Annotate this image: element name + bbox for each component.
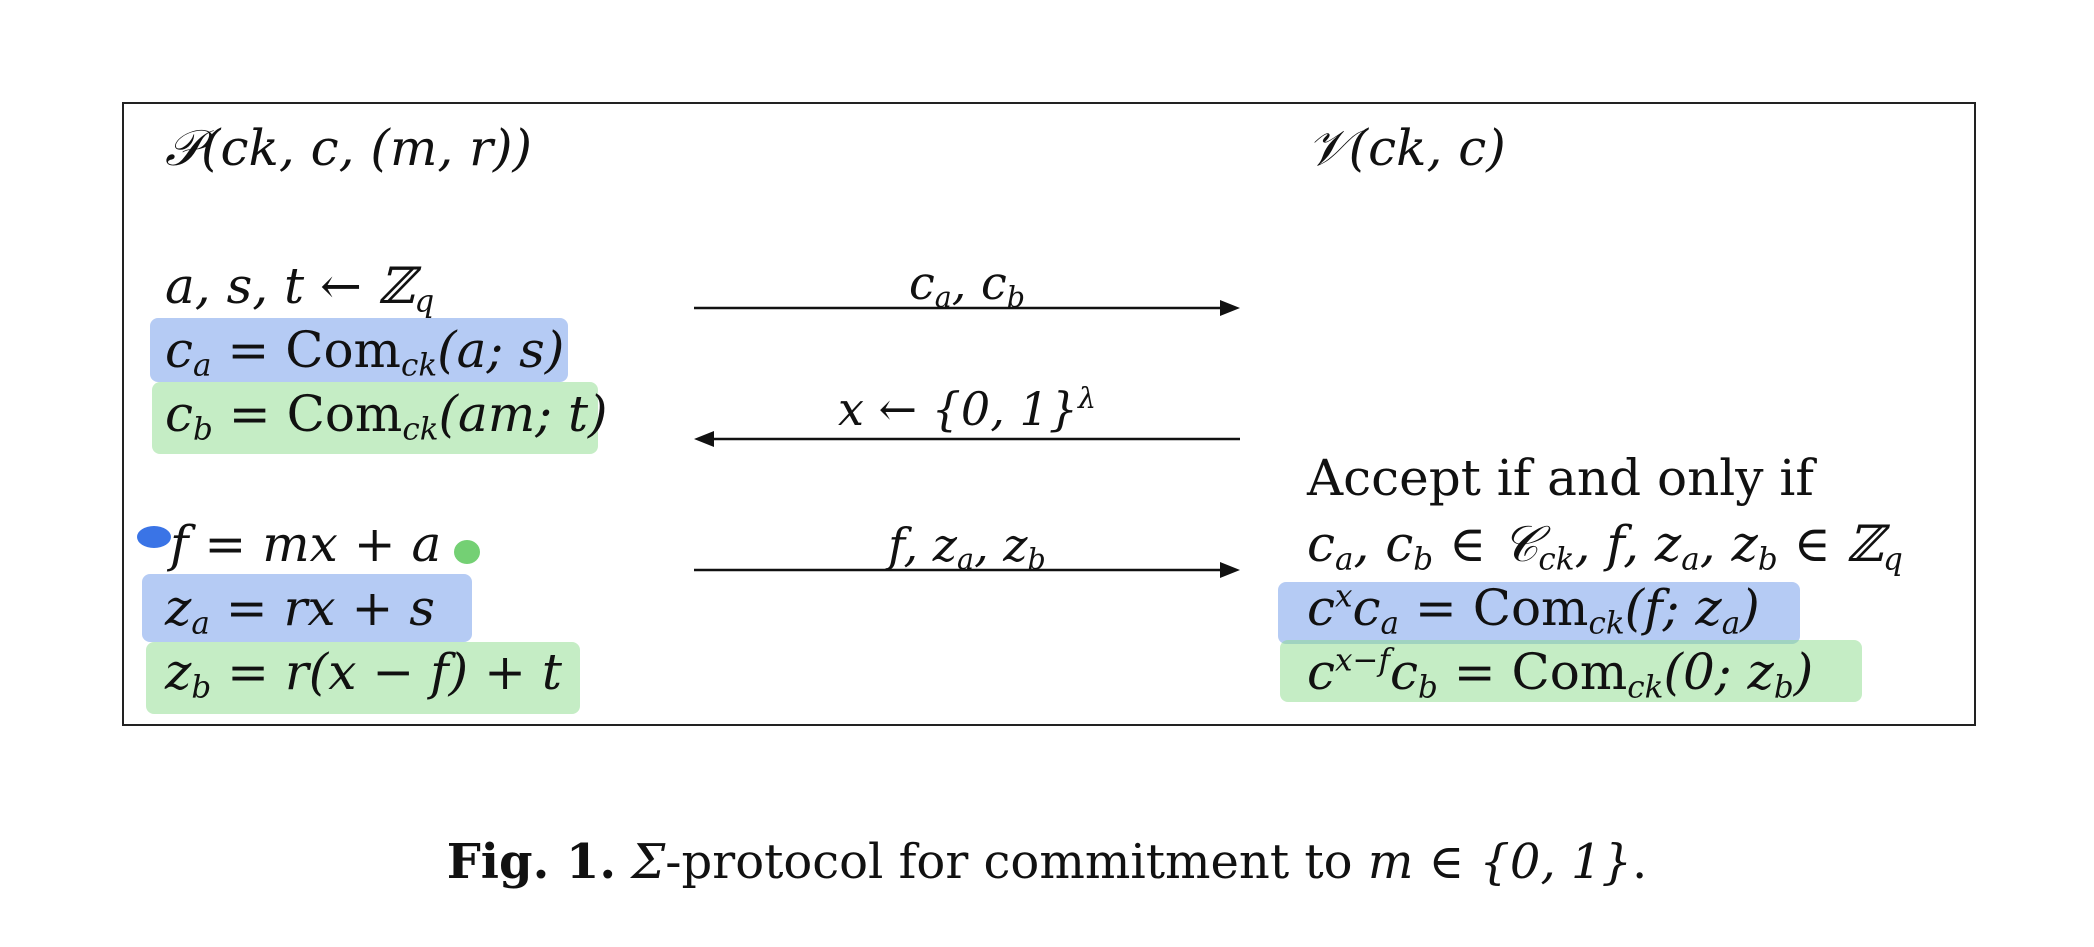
verifier-header: 𝒱(ck, c) — [1307, 119, 1506, 177]
caption-label: Fig. 1. — [446, 834, 617, 890]
figure-caption — [0, 832, 2094, 892]
caption-symbol: Σ — [631, 834, 666, 890]
prover-f-line: f = mx + a — [170, 515, 442, 573]
message-3-arrow — [694, 562, 1240, 578]
message-2-label: x ← {0, 1}$^\lambda$ — [837, 381, 1097, 436]
verifier-accept-text: Accept if and only if — [1307, 449, 1814, 507]
prover-zb-line: $z_b = r(x - f) + t$ — [165, 643, 562, 706]
message-1-arrow — [694, 300, 1240, 316]
message-3-label: f, $z_a$, $z_b$ — [888, 518, 1046, 576]
prover-cb-line: $c_b = Com_{ck}(am$; t) — [165, 385, 608, 448]
verifier-membership-line: $c_a$, $c_b$ ∈ 𝒞$_{ck}$, f, $z_a$, $z_b$ ∈ ℤ$_q$ — [1307, 515, 1903, 578]
prover-ca-line: $c_a = Com_{ck}(a$; s) — [165, 321, 565, 384]
prover-za-line: $z_a$ = rx + s — [165, 579, 435, 642]
caption-end: . — [1632, 834, 1648, 890]
prover-sample-line: a, s, t ← ℤ$_q$ — [165, 257, 435, 320]
prover-header: 𝒫(ck, c, (m, r)) — [165, 119, 533, 177]
verifier-check2-line: $c^{x-f}c_b = Com_{ck}(0$; $z_b$) — [1307, 642, 1814, 706]
message-1-label: $c_a$, $c_b$ — [908, 256, 1026, 314]
caption-math: m ∈ {0, 1} — [1367, 834, 1633, 890]
message-2-arrow — [694, 431, 1240, 447]
verifier-check1-line: $c^xc_a = Com_{ck}(f$; $z_a$) — [1307, 578, 1760, 642]
caption-text: -protocol for commitment to — [665, 834, 1368, 890]
